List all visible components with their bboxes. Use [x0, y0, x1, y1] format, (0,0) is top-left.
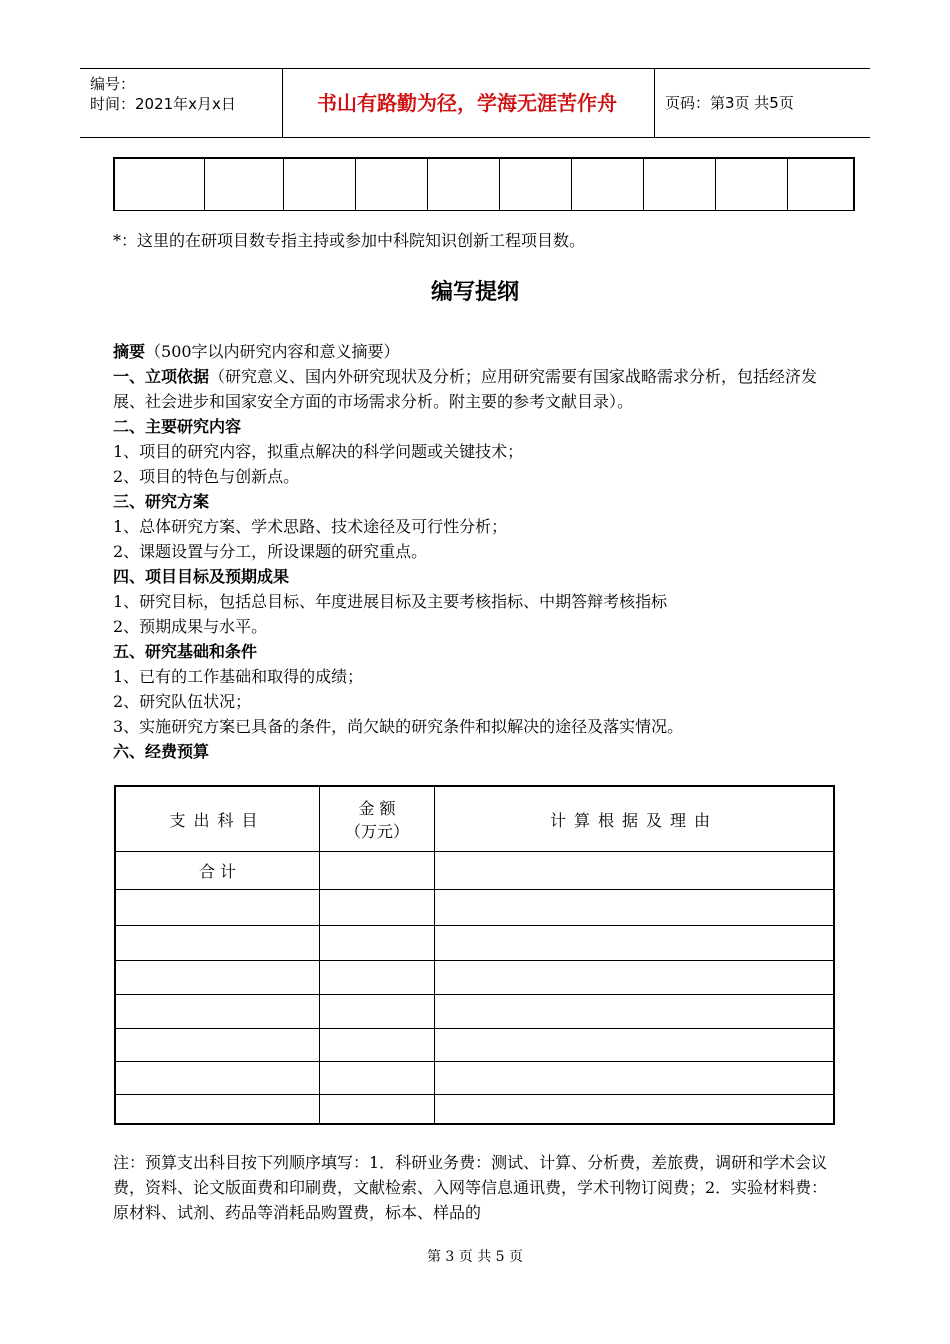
s6-heading: 六、经费预算 — [113, 742, 210, 761]
budget-note — [113, 1150, 835, 1225]
s5-heading: 五、研究基础和条件 — [113, 642, 258, 661]
table-cell — [320, 995, 435, 1029]
table-row — [115, 852, 834, 890]
list-item: 1、已有的工作基础和取得的成绩； — [113, 667, 364, 686]
table-cell — [788, 158, 855, 211]
table-cell — [320, 926, 435, 961]
table-row — [115, 1029, 834, 1062]
header-divider — [654, 69, 655, 137]
table-cell — [115, 995, 320, 1029]
table-row — [115, 1062, 834, 1095]
header-meta — [80, 69, 280, 137]
list-item: 2、课题设置与分工，所设课题的研究重点。 — [113, 542, 428, 561]
table-cell — [115, 961, 320, 995]
list-item: 1、研究目标，包括总目标、年度进展目标及主要考核指标、中期答辩考核指标 — [113, 592, 668, 611]
table-cell — [115, 926, 320, 961]
list-item: 1、项目的研究内容，拟重点解决的科学问题或关键技术； — [113, 442, 524, 461]
budget-table — [114, 785, 835, 1125]
table-cell — [428, 158, 500, 211]
project-count-table — [113, 157, 855, 211]
col-amount — [320, 786, 435, 852]
table-row — [115, 926, 834, 961]
table-cell — [435, 890, 835, 926]
table-cell — [320, 1029, 435, 1062]
table-cell — [435, 961, 835, 995]
list-item: 2、研究队伍状况； — [113, 692, 252, 711]
page-header — [80, 68, 870, 138]
table-cell — [435, 1095, 835, 1125]
s1-text: （研究意义、国内外研究现状及分析；应用研究需要有国家战略需求分析，包括经济发展、社会进步和国家安全方面的市场需求分析。附主要的参考文献目录）。 — [113, 367, 818, 411]
list-item: 2、预期成果与水平。 — [113, 617, 268, 636]
table-cell — [356, 158, 428, 211]
table-cell — [205, 158, 284, 211]
outline-body — [113, 339, 848, 764]
header-motto: 书山有路勤为径，学海无涯苦作舟 — [317, 91, 617, 115]
table-cell — [115, 1029, 320, 1062]
table-row — [115, 890, 834, 926]
table-cell — [716, 158, 788, 211]
header-page-number: 页码：第3页 共5页 — [665, 94, 794, 112]
table-row — [115, 1095, 834, 1125]
table-cell — [115, 1062, 320, 1095]
code-label: 编号： — [90, 75, 136, 93]
table-cell — [115, 890, 320, 926]
table-cell — [115, 1095, 320, 1125]
table-cell — [435, 1062, 835, 1095]
table-cell — [435, 926, 835, 961]
section-title: 编写提纲 — [430, 280, 519, 305]
s3-heading: 三、研究方案 — [113, 492, 210, 511]
table-cell — [114, 158, 205, 211]
s2-heading: 二、主要研究内容 — [113, 417, 242, 436]
table-row — [115, 995, 834, 1029]
table-row — [115, 961, 834, 995]
table-cell — [572, 158, 644, 211]
page-footer: 第 3 页 共 5 页 — [426, 1249, 524, 1265]
table-cell — [435, 1029, 835, 1062]
s1-heading: 一、立项依据 — [113, 367, 210, 386]
abstract-text: （500字以内研究内容和意义摘要） — [145, 342, 400, 361]
table-cell — [284, 158, 356, 211]
table-cell — [320, 1095, 435, 1125]
abstract-heading: 摘要 — [113, 342, 146, 361]
list-item: 1、总体研究方案、学术思路、技术途径及可行性分析； — [113, 517, 508, 536]
col-expense-item: 支出科目 — [115, 786, 320, 852]
time-label: 时间：2021年x月x日 — [90, 95, 236, 113]
table-cell — [320, 890, 435, 926]
table-cell — [500, 158, 572, 211]
table-cell — [435, 995, 835, 1029]
table-cell — [320, 1062, 435, 1095]
table-cell — [320, 961, 435, 995]
table-cell — [435, 852, 835, 890]
list-item: 3、实施研究方案已具备的条件，尚欠缺的研究条件和拟解决的途径及落实情况。 — [113, 717, 684, 736]
table-cell — [320, 852, 435, 890]
list-item: 2、项目的特色与创新点。 — [113, 467, 300, 486]
col-amount-unit: （万元） — [344, 822, 409, 841]
s4-heading: 四、项目目标及预期成果 — [113, 567, 290, 586]
table-cell — [644, 158, 716, 211]
col-amount-label: 金 额 — [358, 799, 396, 818]
table-footnote: *：这里的在研项目数专指主持或参加中科院知识创新工程项目数。 — [113, 231, 586, 250]
total-label: 合 计 — [115, 852, 320, 890]
col-basis: 计算根据及理由 — [435, 786, 835, 852]
table-header-row — [115, 786, 834, 852]
budget-note-text: 注：预算支出科目按下列顺序填写：1．科研业务费：测试、计算、分析费，差旅费，调研和学术会议费，资料、论文版面费和印刷费，文献检索、入网等信息通讯费，学术刊物订阅费；2．实验材料费：原材料、试剂、药品等消耗品购置费，标本、样品的 — [113, 1153, 828, 1222]
